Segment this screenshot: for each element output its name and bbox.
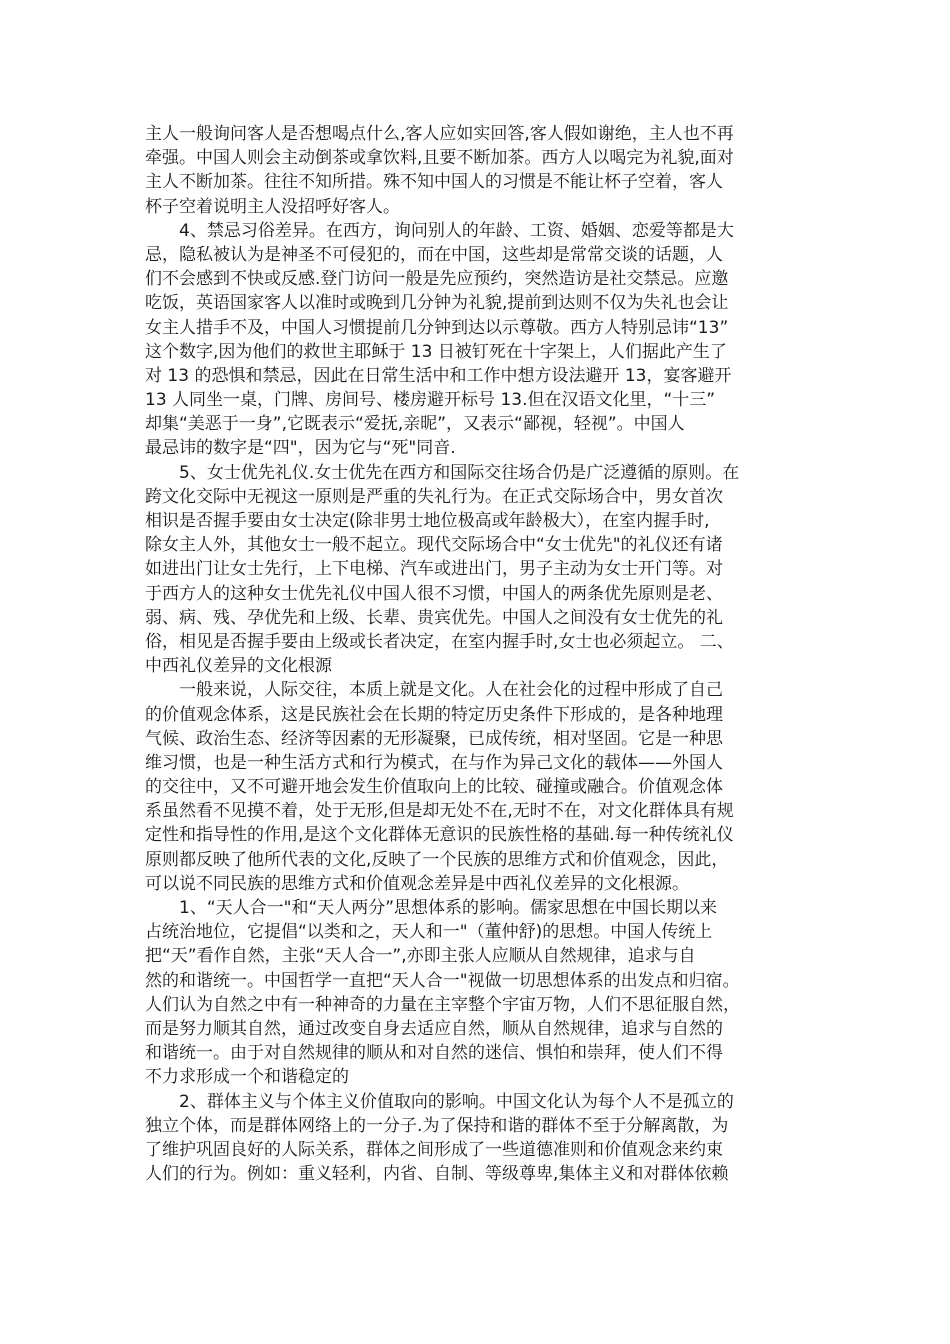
- text-line: 把“天”看作自然，主张“天人合一”,亦即主张人应顺从自然规律，追求与自: [145, 946, 696, 967]
- text-line: 这个数字,因为他们的救世主耶稣于 13 日被钉死在十字架上，人们据此产生了: [145, 341, 727, 362]
- text-line: 系虽然看不见摸不着，处于无形,但是却无处不在,无时不在，对文化群体具有规: [145, 801, 734, 822]
- text-line: 人们认为自然之中有一种神奇的力量在主宰整个宇宙万物，人们不思征服自然，: [145, 994, 740, 1015]
- text-line: 维习惯，也是一种生活方式和行为模式，在与作为异己文化的载体——外国人: [145, 752, 723, 773]
- text-line: 气候、政治生态、经济等因素的无形凝聚，已成传统，相对坚固。它是一种思: [145, 728, 723, 749]
- text-line: 相识是否握手要由女士决定(除非男士地位极高或年龄极大），在室内握手时,: [145, 511, 710, 531]
- text-line: 人们的行为。例如：重义轻利，内省、自制、等级尊卑,集体主义和对群体依赖: [145, 1164, 729, 1185]
- text-line: 的价值观念体系，这是民族社会在长期的特定历史条件下形成的，是各种地理: [145, 704, 723, 725]
- paragraph-first-line: 2、群体主义与个体主义价值取向的影响。中国文化认为每个人不是孤立的: [179, 1091, 734, 1112]
- text-line: 可以说不同民族的思维方式和价值观念差异是中西礼仪差异的文化根源。: [145, 873, 689, 894]
- text-line: 定性和指导性的作用,是这个文化群体无意识的民族性格的基础.每一种传统礼仪: [145, 825, 734, 846]
- text-line: 13 人同坐一桌，门牌、房间号、楼房避开标号 13.但在汉语文化里，“十三”: [145, 390, 716, 411]
- text-line: 女主人措手不及，中国人习惯提前几分钟到达以示尊敬。西方人特别忌讳“13”: [145, 317, 729, 338]
- text-line: 于西方人的这种女士优先礼仪中国人很不习惯，中国人的两条优先原则是老、: [145, 583, 723, 604]
- text-line: 独立个体，而是群体网络上的一分子.为了保持和谐的群体不至于分解离散，为: [145, 1115, 729, 1136]
- paragraph-first-line: 4、禁忌习俗差异。在西方，询问别人的年龄、工资、婚姻、恋爱等都是大: [179, 220, 734, 241]
- text-line: 占统治地位，它提倡“以类和之，天人和一"（董仲舒)的思想。中国人传统上: [145, 922, 713, 943]
- text-line: 除女主人外，其他女士一般不起立。现代交际场合中“女士优先"的礼仪还有诸: [145, 535, 723, 556]
- text-line: 如进出门让女士先行，上下电梯、汽车或进出门，男子主动为女士开门等。对: [145, 559, 723, 580]
- text-line: 中西礼仪差异的文化根源: [145, 656, 332, 677]
- text-line: 们不会感到不快或反感.登门访问一般是先应预约，突然造访是社交禁忌。应邀: [145, 269, 729, 290]
- text-line: 忌，隐私被认为是神圣不可侵犯的，而在中国，这些却是常常交谈的话题，人: [145, 244, 723, 265]
- paragraph-first-line: 5、女士优先礼仪.女士优先在西方和国际交往场合仍是广泛遵循的原则。在: [179, 462, 740, 483]
- text-line: 最忌讳的数字是“四"，因为它与“死"同音.: [145, 438, 456, 459]
- document-page: [145, 122, 810, 1186]
- text-line: 和谐统一。由于对自然规律的顺从和对自然的迷信、惧怕和崇拜，使人们不得: [145, 1043, 723, 1064]
- text-line: 杯子空着说明主人没招呼好客人。: [145, 196, 400, 217]
- text-line: 牵强。中国人则会主动倒茶或拿饮料,且要不断加茶。西方人以喝完为礼貌,面对: [145, 148, 734, 169]
- text-line: 俗，相见是否握手要由上级或长者决定，在室内握手时,女士也必须起立。 二、: [145, 631, 734, 652]
- text-line: 不力求形成一个和谐稳定的: [145, 1067, 349, 1088]
- text-line: 跨文化交际中无视这一原则是严重的失礼行为。在正式交际场合中，男女首次: [145, 486, 723, 507]
- text-line: 对 13 的恐惧和禁忌，因此在日常生活中和工作中想方设法避开 13，宴客避开: [145, 365, 732, 386]
- text-line: 了维护巩固良好的人际关系，群体之间形成了一些道德准则和价值观念来约束: [145, 1139, 723, 1160]
- text-line: 弱、病、残、孕优先和上级、长辈、贵宾优先。中国人之间没有女士优先的礼: [145, 607, 723, 628]
- text-line: 的交往中，又不可避开地会发生价值取向上的比较、碰撞或融合。价值观念体: [145, 777, 723, 798]
- text-line: 原则都反映了他所代表的文化,反映了一个民族的思维方式和价值观念，因此，: [145, 849, 729, 870]
- text-line: 而是努力顺其自然，通过改变自身去适应自然，顺从自然规律，追求与自然的: [145, 1018, 723, 1039]
- text-line: 主人不断加茶。往往不知所措。殊不知中国人的习惯是不能让杯子空着，客人: [145, 172, 723, 193]
- text-line: 主人一般询问客人是否想喝点什么,客人应如实回答,客人假如谢绝，主人也不再: [145, 124, 734, 144]
- text-line: 然的和谐统一。中国哲学一直把“天人合一"视做一切思想体系的出发点和归宿。: [145, 970, 740, 991]
- paragraph-first-line: 1、“天人合一"和“天人两分”思想体系的影响。儒家思想在中国长期以来: [179, 898, 718, 918]
- paragraph-first-line: 一般来说，人际交往，本质上就是文化。人在社会化的过程中形成了自己: [179, 680, 723, 701]
- text-line: 吃饭，英语国家客人以准时或晚到几分钟为礼貌,提前到达则不仅为失礼也会让: [145, 293, 729, 314]
- text-line: 却集“美恶于一身”,它既表示“爱抚,亲昵”，又表示“鄙视，轻视”。中国人: [145, 414, 685, 435]
